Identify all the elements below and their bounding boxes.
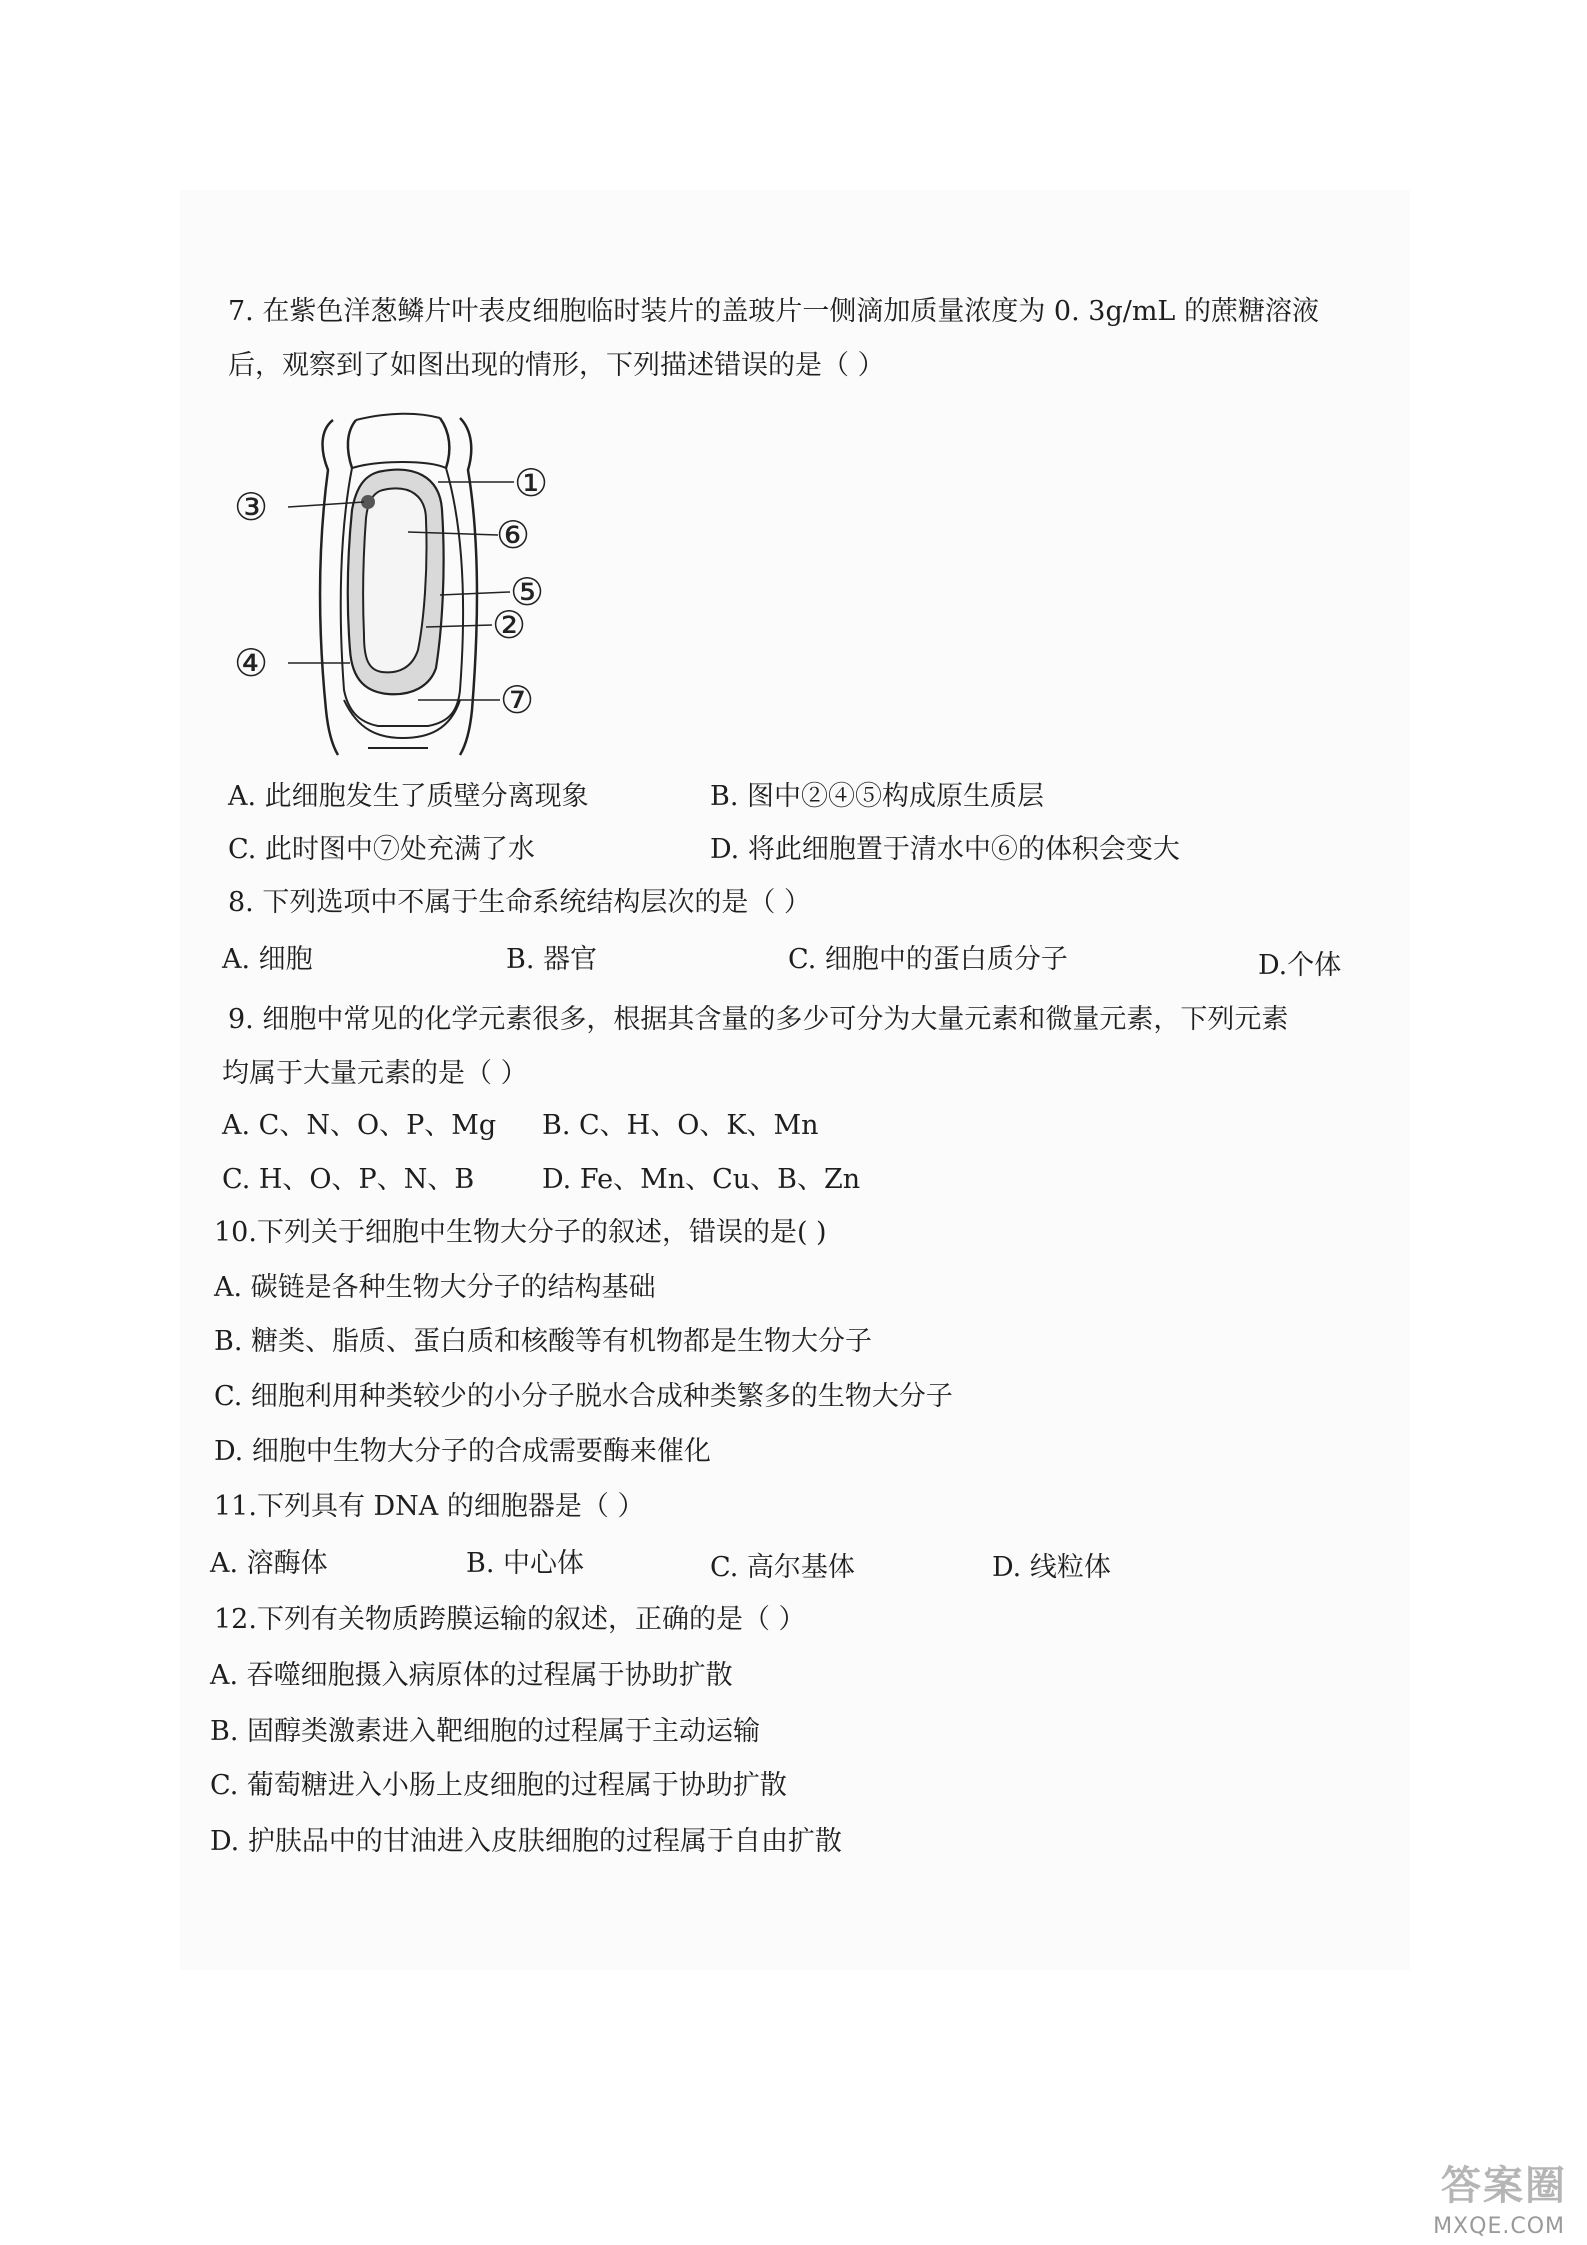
label-6: ⑥ [496,513,531,557]
q9-stem-line1: 9. 细胞中常见的化学元素很多，根据其含量的多少可分为大量元素和微量元素，下列元素 [228,1004,1289,1035]
q7-stem-line1: 7. 在紫色洋葱鳞片叶表皮细胞临时装片的盖玻片一侧滴加质量浓度为 0. 3g/mL 的蔗糖溶液 [228,296,1319,327]
cell-wall-right-inner-top [440,418,449,468]
q7-option-d: D. 将此细胞置于清水中⑥的体积会变大 [710,834,1180,865]
q8-option-a: A. 细胞 [222,944,313,975]
q11-option-c: C. 高尔基体 [710,1552,855,1583]
q9-option-d: D. Fe、Mn、Cu、B、Zn [542,1164,861,1195]
label-3: ③ [234,485,269,529]
cell-wall-top [356,414,440,420]
q12-option-d: D. 护肤品中的甘油进入皮肤细胞的过程属于自由扩散 [210,1826,842,1857]
q8-option-b: B. 器官 [506,944,598,975]
q10-option-d: D. 细胞中生物大分子的合成需要酶来催化 [214,1436,711,1467]
q10-stem: 10.下列关于细胞中生物大分子的叙述，错误的是( ) [214,1217,827,1248]
q11-option-b: B. 中心体 [466,1548,585,1579]
q7-option-b: B. 图中②④⑤构成原生质层 [710,781,1045,812]
q8-option-d: D.个体 [1258,950,1342,981]
q12-option-a: A. 吞噬细胞摄入病原体的过程属于协助扩散 [210,1660,733,1691]
label-1: ① [514,461,549,505]
q11-option-a: A. 溶酶体 [210,1548,328,1579]
q10-option-c: C. 细胞利用种类较少的小分子脱水合成种类繁多的生物大分子 [214,1381,953,1412]
watermark-logo: 答案圈 [1441,2163,1567,2209]
q10-option-b: B. 糖类、脂质、蛋白质和核酸等有机物都是生物大分子 [214,1326,873,1357]
q9-option-c: C. H、O、P、N、B [222,1164,475,1195]
q8-option-c: C. 细胞中的蛋白质分子 [788,944,1068,975]
q12-option-c: C. 葡萄糖进入小肠上皮细胞的过程属于协助扩散 [210,1770,787,1801]
q9-stem-line2: 均属于大量元素的是（ ） [222,1058,528,1089]
cell-wall-left-outer [320,420,338,755]
q11-option-d: D. 线粒体 [992,1552,1111,1583]
q11-stem: 11.下列具有 DNA 的细胞器是（ ） [214,1491,645,1522]
label-4: ④ [234,641,269,685]
q7-option-a: A. 此细胞发生了质壁分离现象 [228,781,589,812]
q9-option-b: B. C、H、O、K、Mn [542,1110,819,1141]
q9-option-a: A. C、N、O、P、Mg [222,1110,497,1141]
q7-stem-line2: 后，观察到了如图出现的情形，下列描述错误的是（ ） [228,350,885,381]
watermark-site: MXQE.COM [1433,2214,1565,2239]
vacuole [363,488,426,672]
label-2: ② [492,603,527,647]
q12-option-b: B. 固醇类激素进入靶细胞的过程属于主动运输 [210,1716,761,1747]
q10-option-a: A. 碳链是各种生物大分子的结构基础 [214,1272,656,1303]
q8-stem: 8. 下列选项中不属于生命系统结构层次的是（ ） [228,887,811,918]
label-5: ⑤ [510,570,545,614]
cell-wall-left-inner-top [348,420,356,468]
q12-stem: 12.下列有关物质跨膜运输的叙述，正确的是（ ） [214,1604,806,1635]
q7-option-c: C. 此时图中⑦处充满了水 [228,834,535,865]
label-7: ⑦ [500,678,535,722]
plasmolysis-cell-diagram [228,410,568,760]
